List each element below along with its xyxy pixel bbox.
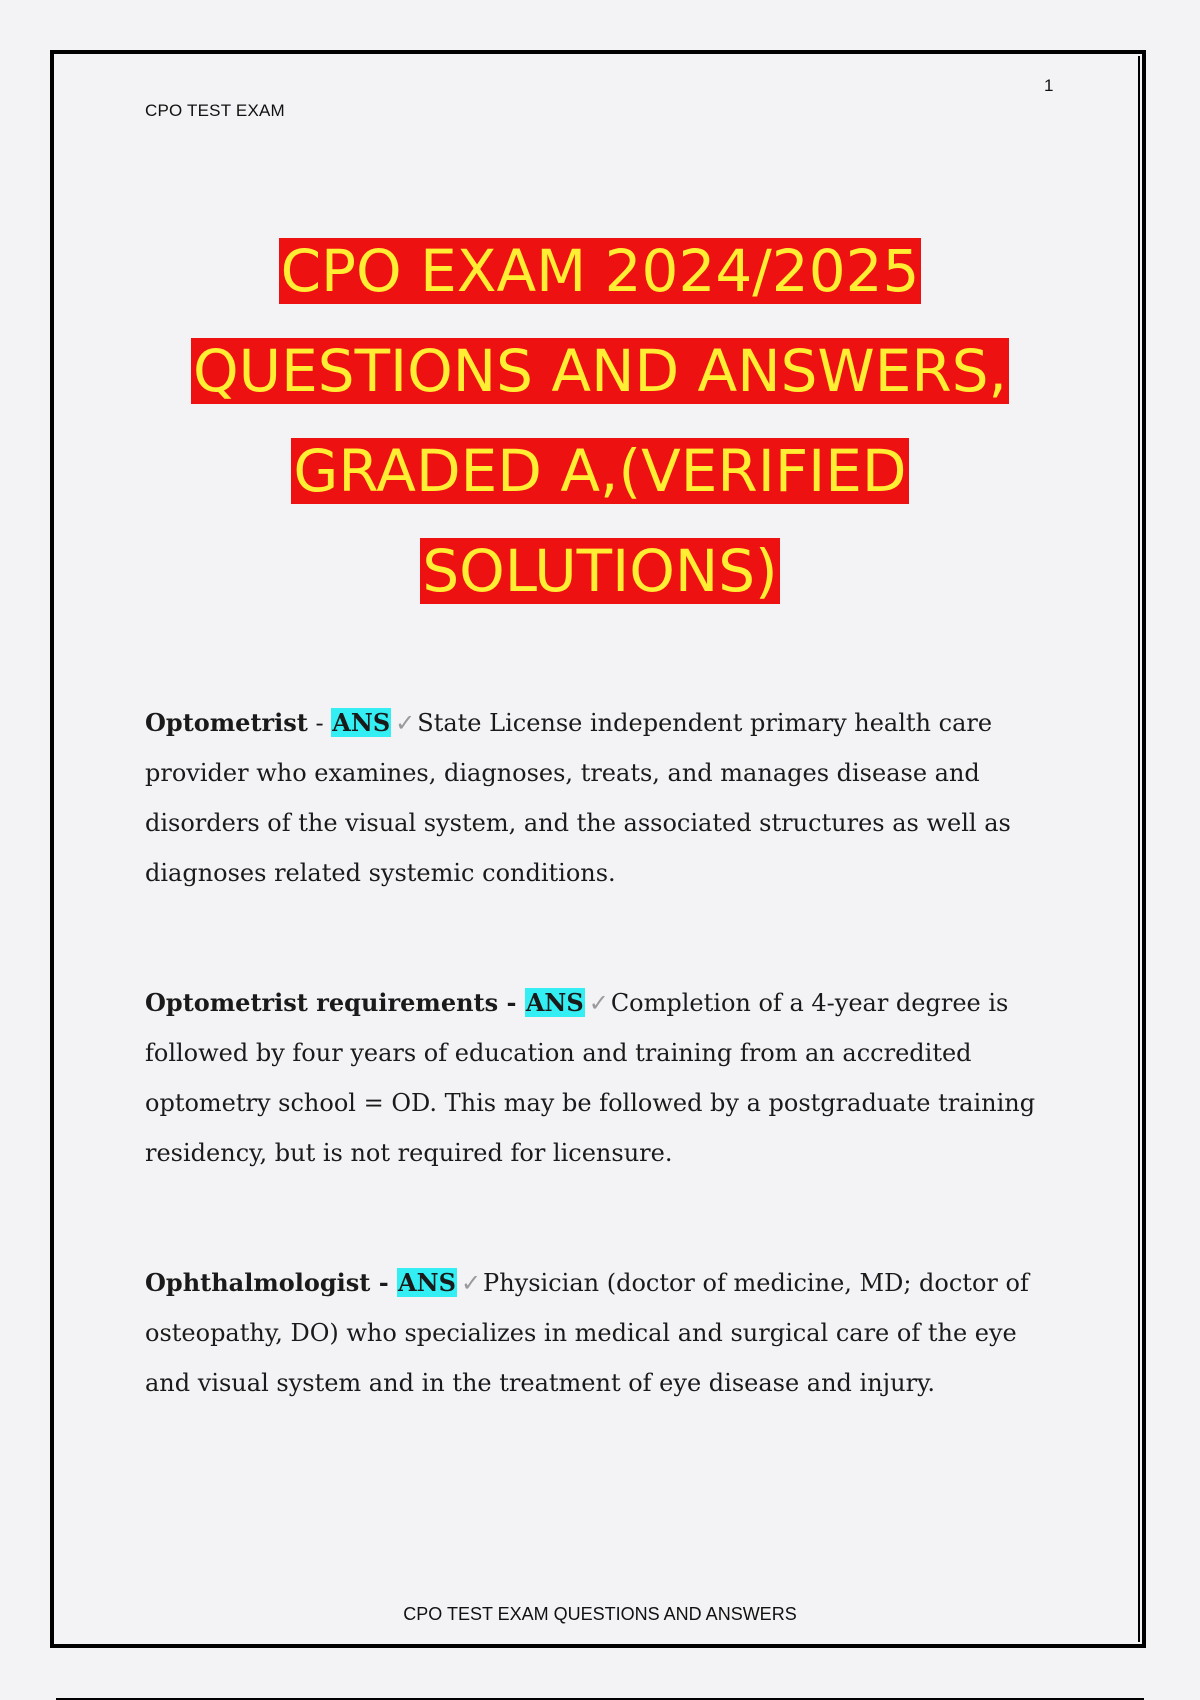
qa-answer: Physician (doctor of medicine, MD; doctor of osteopathy, DO) who specializes in medical and surgical care of the eye and visual system and in the treatment of eye disease and injury. (145, 1269, 1029, 1397)
title-line (0, 438, 1200, 538)
qa-separator: - (307, 709, 332, 737)
title-line-text: SOLUTIONS) (422, 537, 778, 605)
running-header: CPO TEST EXAM (145, 101, 285, 120)
page-number: 1 (1044, 76, 1054, 95)
qa-term: Optometrist (145, 708, 308, 737)
ans-label: ANS (398, 1268, 456, 1297)
running-footer: CPO TEST EXAM QUESTIONS AND ANSWERS (403, 1604, 797, 1624)
document-title (0, 238, 1200, 638)
qa-separator: - (370, 1268, 398, 1297)
qa-term: Optometrist requirements (145, 988, 499, 1017)
qa-item-optometrist-requirements (145, 978, 1065, 1178)
qa-item-ophthalmologist (145, 1258, 1065, 1408)
check-icon: ✓ (588, 989, 609, 1017)
title-line (0, 338, 1200, 438)
qa-item-optometrist (145, 698, 1065, 898)
title-line (0, 538, 1200, 638)
check-icon: ✓ (395, 709, 416, 737)
title-line-text: CPO EXAM 2024/2025 (280, 237, 920, 305)
title-line (0, 238, 1200, 338)
qa-answer: Completion of a 4-year degree is followed by four years of education and training from an accredited optometry school = OD. This may be followed by a postgraduate training residency, but is not required for licensure. (145, 989, 1036, 1167)
ans-label: ANS (332, 708, 391, 737)
check-icon: ✓ (460, 1269, 482, 1297)
qa-term: Ophthalmologist (145, 1268, 371, 1297)
qa-separator: - (498, 988, 525, 1017)
title-line-text: GRADED A,(VERIFIED (293, 437, 907, 505)
title-line-text: QUESTIONS AND ANSWERS, (193, 337, 1007, 405)
ans-label: ANS (525, 988, 584, 1017)
qa-answer: State License independent primary health care provider who examines, diagnoses, treats, and manages disease and disorders of the visual system, and the associated structures as well as diagnoses related systemic conditions. (145, 709, 1011, 887)
